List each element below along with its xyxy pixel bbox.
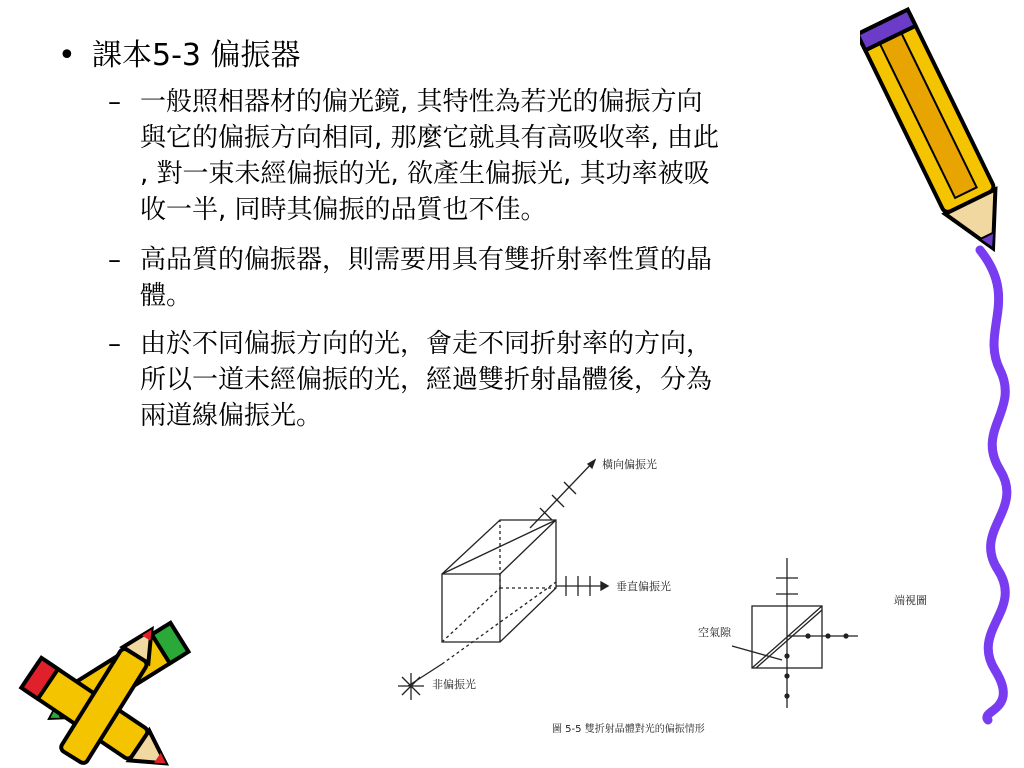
bullet-item-birefringent-crystal xyxy=(108,242,888,314)
bullet-text: 由於不同偏振方向的光，會走不同折射率的方向， 所以一道未經偏振的光，經過雙折射晶體後，分為 兩道線偏振光。 xyxy=(140,329,713,431)
label-horizontal-polarized: 橫向偏振光 xyxy=(602,458,657,471)
bullet-text: 高品質的偏振器，則需要用具有雙折射率性質的晶 體。 xyxy=(140,245,713,311)
bullet-item-polarizer-filter xyxy=(108,84,888,228)
pencil-clipart-right xyxy=(860,0,1024,740)
dash-marker: – xyxy=(108,87,121,117)
birefringence-figure xyxy=(380,438,940,738)
dash-marker: – xyxy=(108,245,121,275)
bullet-text: 一般照相器材的偏光鏡, 其特性為若光的偏振方向 與它的偏振方向相同, 那麼它就具有高吸收率, 由此 , 對一束未經偏振的光, 欲產生偏振光, 其功率被吸 收一半, 同時其偏振的品質也不佳。 xyxy=(140,87,720,225)
label-air-gap: 空氣隙 xyxy=(698,626,731,639)
dash-marker: – xyxy=(108,329,121,359)
label-end-view: 端視圖 xyxy=(894,594,927,607)
title-bullet: • xyxy=(58,38,76,73)
slide-title xyxy=(58,38,301,74)
figure-caption: 圖 5-5 雙折射晶體對光的偏振情形 xyxy=(552,724,705,735)
label-vertical-polarized: 垂直偏振光 xyxy=(616,580,671,593)
pencils-clipart-left xyxy=(0,618,210,768)
title-text: 課本5-3 偏振器 xyxy=(92,38,301,73)
label-unpolarized: 非偏振光 xyxy=(432,678,476,691)
bullet-item-two-polarized-beams xyxy=(108,326,888,434)
